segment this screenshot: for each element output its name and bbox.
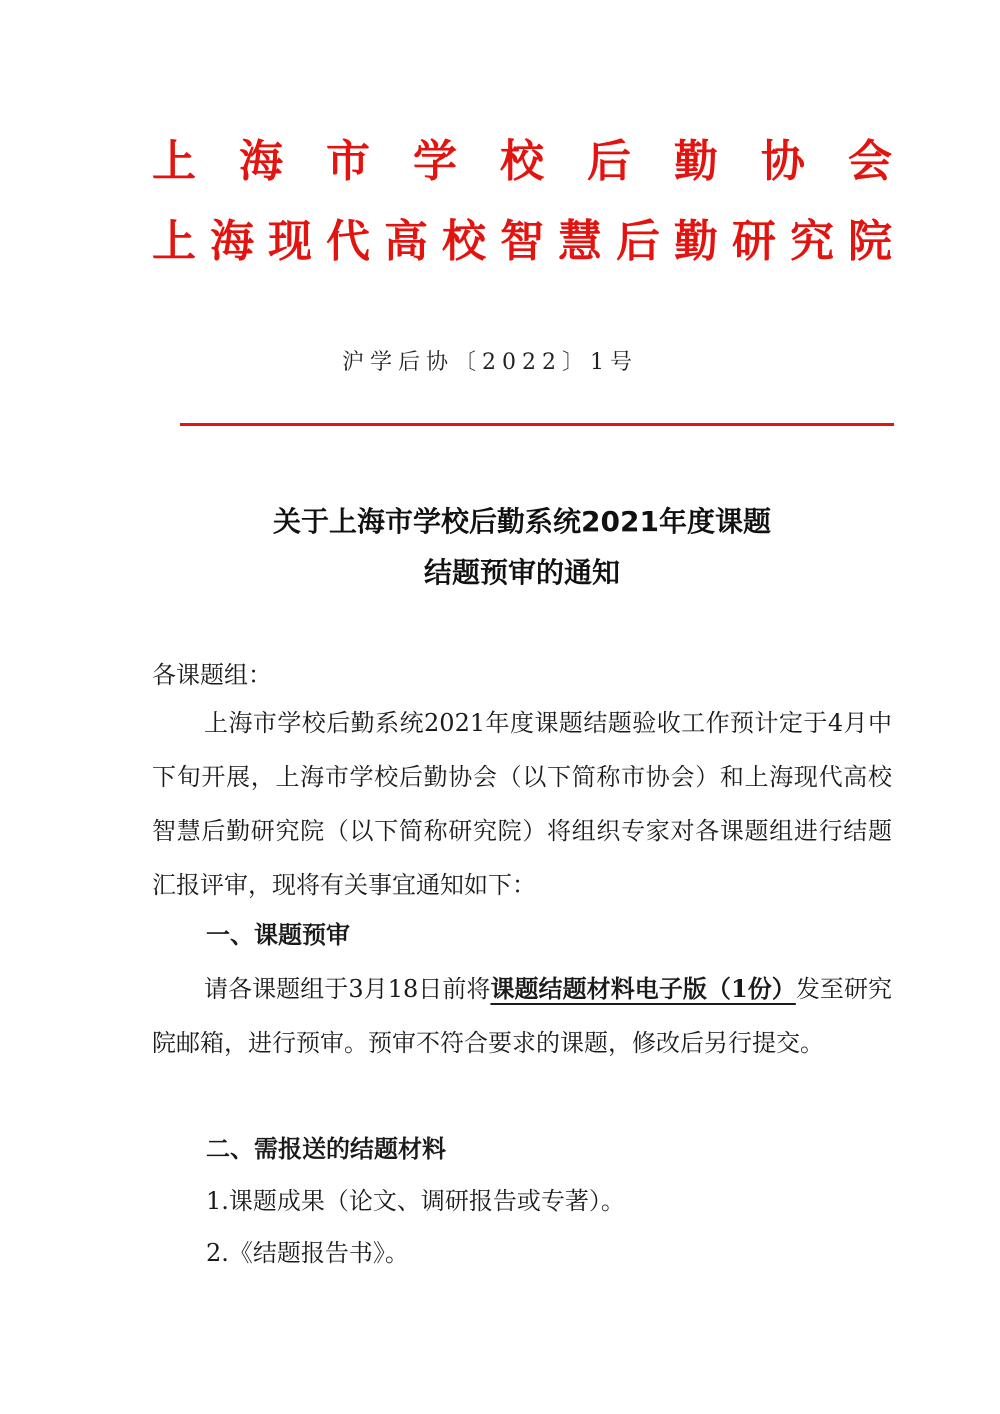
intro-paragraph: 上海市学校后勤系统2021年度课题结题验收工作预计定于4月中下旬开展，上海市学校后勤协会（以下简称市协会）和上海现代高校智慧后勤研究院（以下简称研究院）将组织专家对各课题组进行结题汇报评审，现将有关事宜通知如下： bbox=[152, 709, 892, 899]
header-char: 学 bbox=[413, 136, 457, 187]
section1-text-before: 请各课题组于3月18日前将 bbox=[204, 975, 491, 1003]
header-char: 上 bbox=[152, 136, 196, 187]
header-char: 研 bbox=[732, 216, 776, 267]
document-number: 沪学后协〔2022〕1号 bbox=[342, 350, 638, 375]
header-char: 勤 bbox=[674, 136, 718, 187]
header-char: 高 bbox=[384, 216, 428, 267]
org-name-association bbox=[152, 136, 892, 187]
header-char: 校 bbox=[500, 136, 544, 187]
header-char: 市 bbox=[326, 136, 370, 187]
header-char: 后 bbox=[587, 136, 631, 187]
notice-title-line2: 结题预审的通知 bbox=[423, 556, 620, 589]
header-char: 后 bbox=[616, 216, 660, 267]
header-char: 现 bbox=[268, 216, 312, 267]
list-item: 1.课题成果（论文、调研报告或专著）。 bbox=[206, 1187, 625, 1215]
header-char: 究 bbox=[790, 216, 834, 267]
list-item: 2.《结题报告书》。 bbox=[206, 1239, 409, 1267]
header-char: 慧 bbox=[558, 216, 602, 267]
header-char: 校 bbox=[442, 216, 486, 267]
header-char: 勤 bbox=[674, 216, 718, 267]
salutation: 各课题组： bbox=[152, 661, 272, 689]
header-char: 代 bbox=[326, 216, 370, 267]
red-divider bbox=[180, 423, 894, 426]
header-char: 智 bbox=[500, 216, 544, 267]
header-char: 海 bbox=[239, 136, 283, 187]
header-char: 海 bbox=[210, 216, 254, 267]
org-name-institute bbox=[152, 216, 892, 267]
notice-title-line1: 关于上海市学校后勤系统2021年度课题 bbox=[273, 505, 771, 538]
header-char: 会 bbox=[848, 136, 892, 187]
header-char: 协 bbox=[761, 136, 805, 187]
section1-paragraph bbox=[152, 962, 892, 1070]
section1-emphasis: 课题结题材料电子版（1份） bbox=[490, 974, 796, 1003]
header-char: 上 bbox=[152, 216, 196, 267]
header-char: 院 bbox=[848, 216, 892, 267]
section1-heading: 一、课题预审 bbox=[206, 921, 350, 949]
section1-text-after: 发至研究院邮箱，进行预审。预审不符合要求的课题，修改后另行提交。 bbox=[152, 975, 893, 1057]
section2-heading: 二、需报送的结题材料 bbox=[206, 1135, 446, 1163]
